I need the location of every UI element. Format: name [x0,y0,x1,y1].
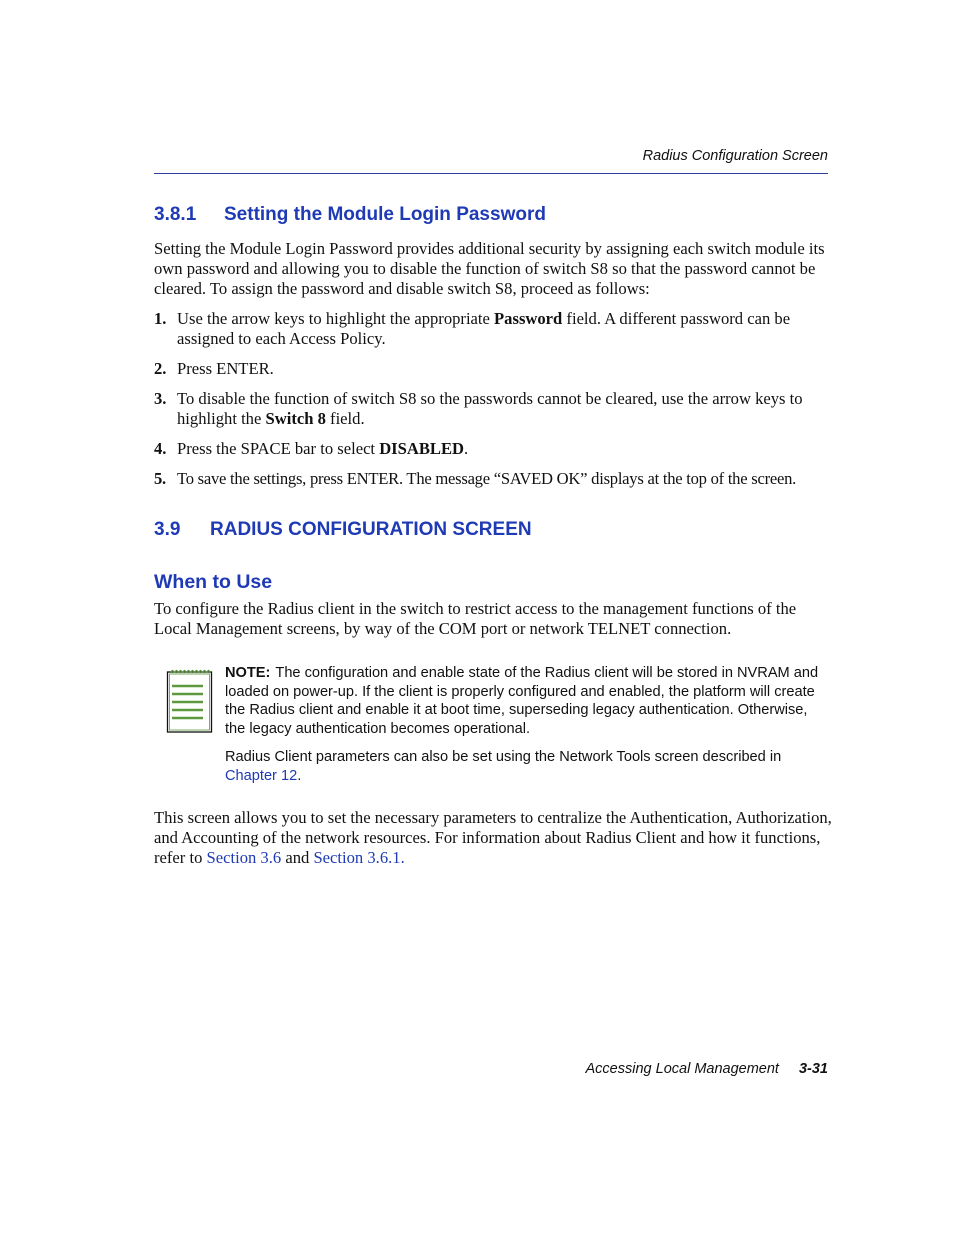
notepad-icon [166,666,214,734]
section-3-8-1-heading [154,204,546,226]
page-number: 3-31 [798,1061,828,1077]
step-item [154,439,834,459]
note-paragraph-2 [225,748,830,785]
step-number: 1. [154,309,167,328]
header-rule [154,173,828,174]
procedure-steps [154,309,834,499]
step-bold-text: Password [494,309,563,328]
step-bold-text: DISABLED [379,439,465,458]
step-text: Press the SPACE bar to select [177,439,380,458]
step-number: 5. [154,469,166,488]
section-3-9-heading [154,519,532,541]
step-text: Press ENTER. [177,359,274,378]
final-text-middle: and [281,848,314,867]
intro-paragraph: Setting the Module Login Password provides additional security by assigning each switch module its own password and allowing you to disable the function of switch S8 so that the password cannot be cleared. To assign the password and disable switch S8, proceed as follows: [154,239,825,298]
section-title: Setting the Module Login Password [224,204,546,225]
section-title: RADIUS CONFIGURATION SCREEN [210,519,532,540]
when-to-use-heading: When to Use [154,571,273,593]
step-number: 4. [154,439,167,458]
step-bold-text: Switch 8 [265,409,326,428]
note-paragraph [225,664,830,738]
final-text-end: . [400,848,405,867]
note-text: The configuration and enable state of the Radius client will be stored in NVRAM and loaded on power-up. If the client is properly configured and enabled, the platform will create the Radius client and enable it at boot time, superseding legacy authentication. Otherwise, the legacy authentication becomes operational. [225,665,819,737]
final-text: This screen allows you to set the necessary parameters to centralize the Authentication, Authorization, and Accounting of the network resources. For information about Radius Client and how it functions, refer to [154,808,832,867]
section-number: 3.9 [154,519,181,540]
step-item [154,309,834,349]
page-footer [154,1061,828,1077]
step-item [154,469,834,489]
step-text: To save the settings, press ENTER. The message “SAVED OK” displays at the top of the screen. [177,469,797,488]
running-header: Radius Configuration Screen [642,148,828,164]
step-text-end: field. [325,409,365,428]
section-number: 3.8.1 [154,204,197,225]
section-3-6-1-link[interactable]: Section 3.6.1 [313,848,401,867]
chapter-12-link[interactable]: Chapter 12 [225,767,298,784]
step-item [154,389,834,429]
when-to-use-paragraph: To configure the Radius client in the switch to restrict access to the management functions of the Local Management screens, by way of the COM port or network TELNET connection. [154,599,797,638]
footer-title: Accessing Local Management [585,1061,779,1077]
final-paragraph [154,808,834,868]
step-text: To disable the function of switch S8 so the passwords cannot be cleared, use the arrow keys to highlight the [177,389,803,428]
step-number: 2. [154,359,167,378]
step-text: Use the arrow keys to highlight the appropriate [177,309,495,328]
step-number: 3. [154,389,167,408]
note-text-2-end: . [297,767,302,784]
note-label: NOTE: [225,665,271,681]
note-text-2: Radius Client parameters can also be set using the Network Tools screen described in [225,749,782,765]
step-text-end: . [464,439,469,458]
step-item [154,359,834,379]
step-text-end: field. A different password can be assigned to each Access Policy. [177,309,791,348]
section-3-6-link[interactable]: Section 3.6 [206,848,282,867]
